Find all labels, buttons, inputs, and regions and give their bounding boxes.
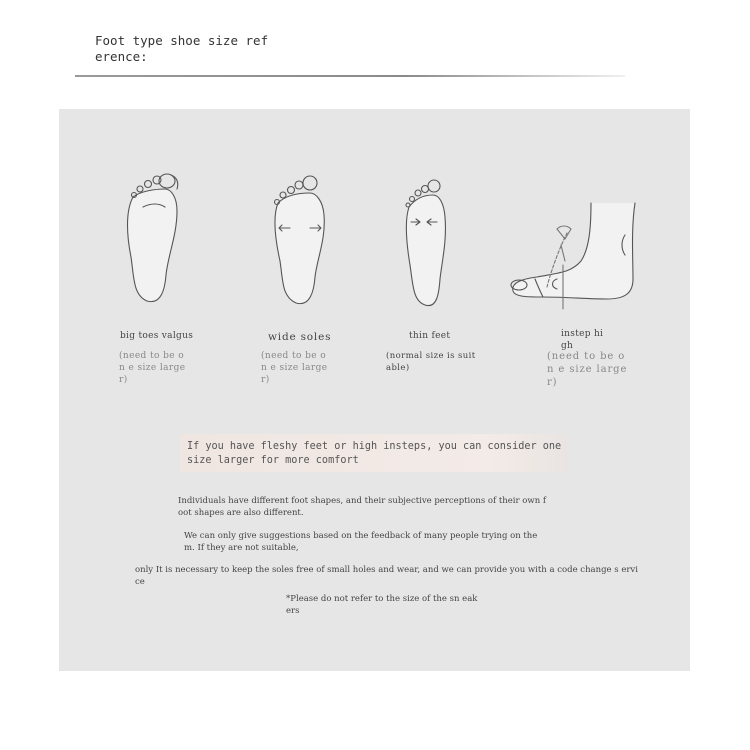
foot-label: thin feet	[409, 331, 451, 341]
foot-label: instep hi gh	[561, 329, 604, 351]
foot-note: (need to be on e size larger)	[547, 351, 628, 388]
size-reference-panel	[59, 109, 690, 671]
big-toe-valgus-foot-icon	[121, 167, 191, 307]
high-instep-foot-icon	[507, 199, 641, 311]
note-paragraph: *Please do not refer to the size of the sn eakers	[286, 594, 478, 616]
foot-note: (need to be on e size larger)	[119, 351, 186, 385]
wide-sole-foot-icon	[268, 173, 338, 308]
title-divider	[75, 75, 625, 77]
note-paragraph: We can only give suggestions based on the feedback of many people trying on the m. If they are not suitable,	[184, 531, 538, 553]
foot-label: wide soles	[268, 331, 332, 343]
note-paragraph: only It is necessary to keep the soles free of small holes and wear, and we can provide you with a code change s ervice	[135, 565, 638, 587]
foot-note: (need to be on e size larger)	[261, 351, 328, 385]
foot-label: big toes valgus	[120, 331, 194, 341]
foot-note: (normal size is suit able)	[386, 351, 476, 373]
note-paragraph: Individuals have different foot shapes, and their subjective perceptions of their own foot shapes are also different.	[178, 496, 547, 518]
recommendation-text: If you have fleshy feet or high insteps, you can consider one size larger for more comfort	[187, 441, 562, 466]
thin-foot-icon	[401, 177, 457, 309]
page-title: Foot type shoe size ref erence:	[95, 33, 269, 64]
